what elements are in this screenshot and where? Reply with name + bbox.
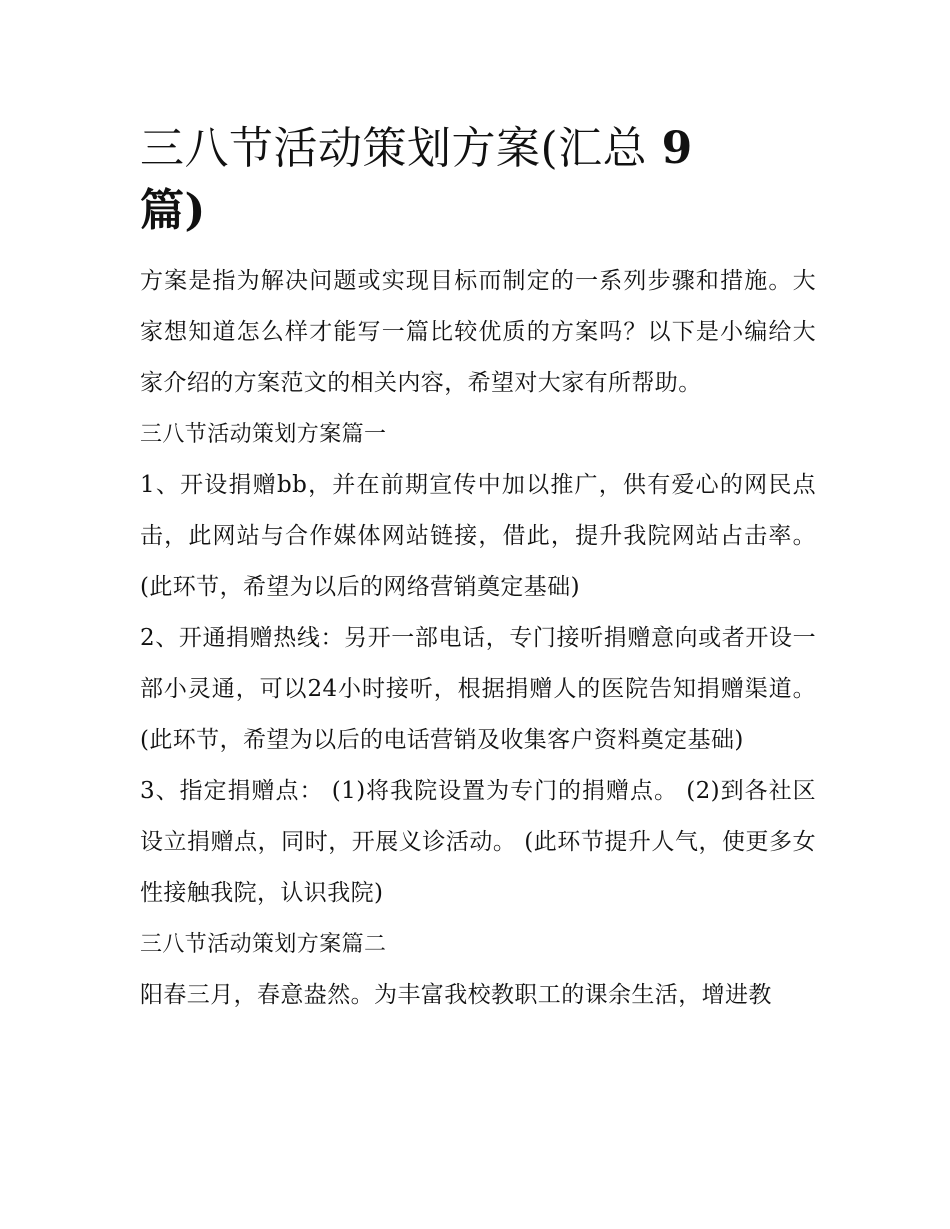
document-title (140, 118, 816, 242)
document-body (140, 118, 816, 1021)
intro-paragraph: 方案是指为解决问题或实现目标而制定的一系列步骤和措施。大家想知道怎么样才能写一篇比较优质的方案吗？以下是小编给大家介绍的方案范文的相关内容，希望对大家有所帮助。 (140, 268, 816, 396)
title-text-end: 篇) (140, 185, 206, 236)
section-2-paragraph: 阳春三月，春意盎然。为丰富我校教职工的课余生活，增进教 (140, 982, 772, 1008)
section-heading-1: 三八节活动策划方案篇一 (140, 422, 387, 447)
title-number: 9 (661, 123, 693, 174)
title-text: 三八节活动策划方案(汇总 (140, 123, 648, 174)
list-item-2: 2、开通捐赠热线：另开一部电话，专门接听捐赠意向或者开设一部小灵通，可以24小时接听，根据捐赠人的医院告知捐赠渠道。(此环节，希望为以后的电话营销及收集客户资料奠定基础) (140, 625, 816, 753)
list-item-3: 3、指定捐赠点： (1)将我院设置为专门的捐赠点。 (2)到各社区设立捐赠点，同时，开展义诊活动。 (此环节提升人气，使更多女性接触我院，认识我院) (140, 778, 816, 906)
section-heading-2: 三八节活动策划方案篇二 (140, 932, 387, 957)
list-item-1: 1、开设捐赠bb，并在前期宣传中加以推广，供有爱心的网民点击，此网站与合作媒体网站链接，借此，提升我院网站占击率。(此环节，希望为以后的网络营销奠定基础) (140, 472, 816, 600)
